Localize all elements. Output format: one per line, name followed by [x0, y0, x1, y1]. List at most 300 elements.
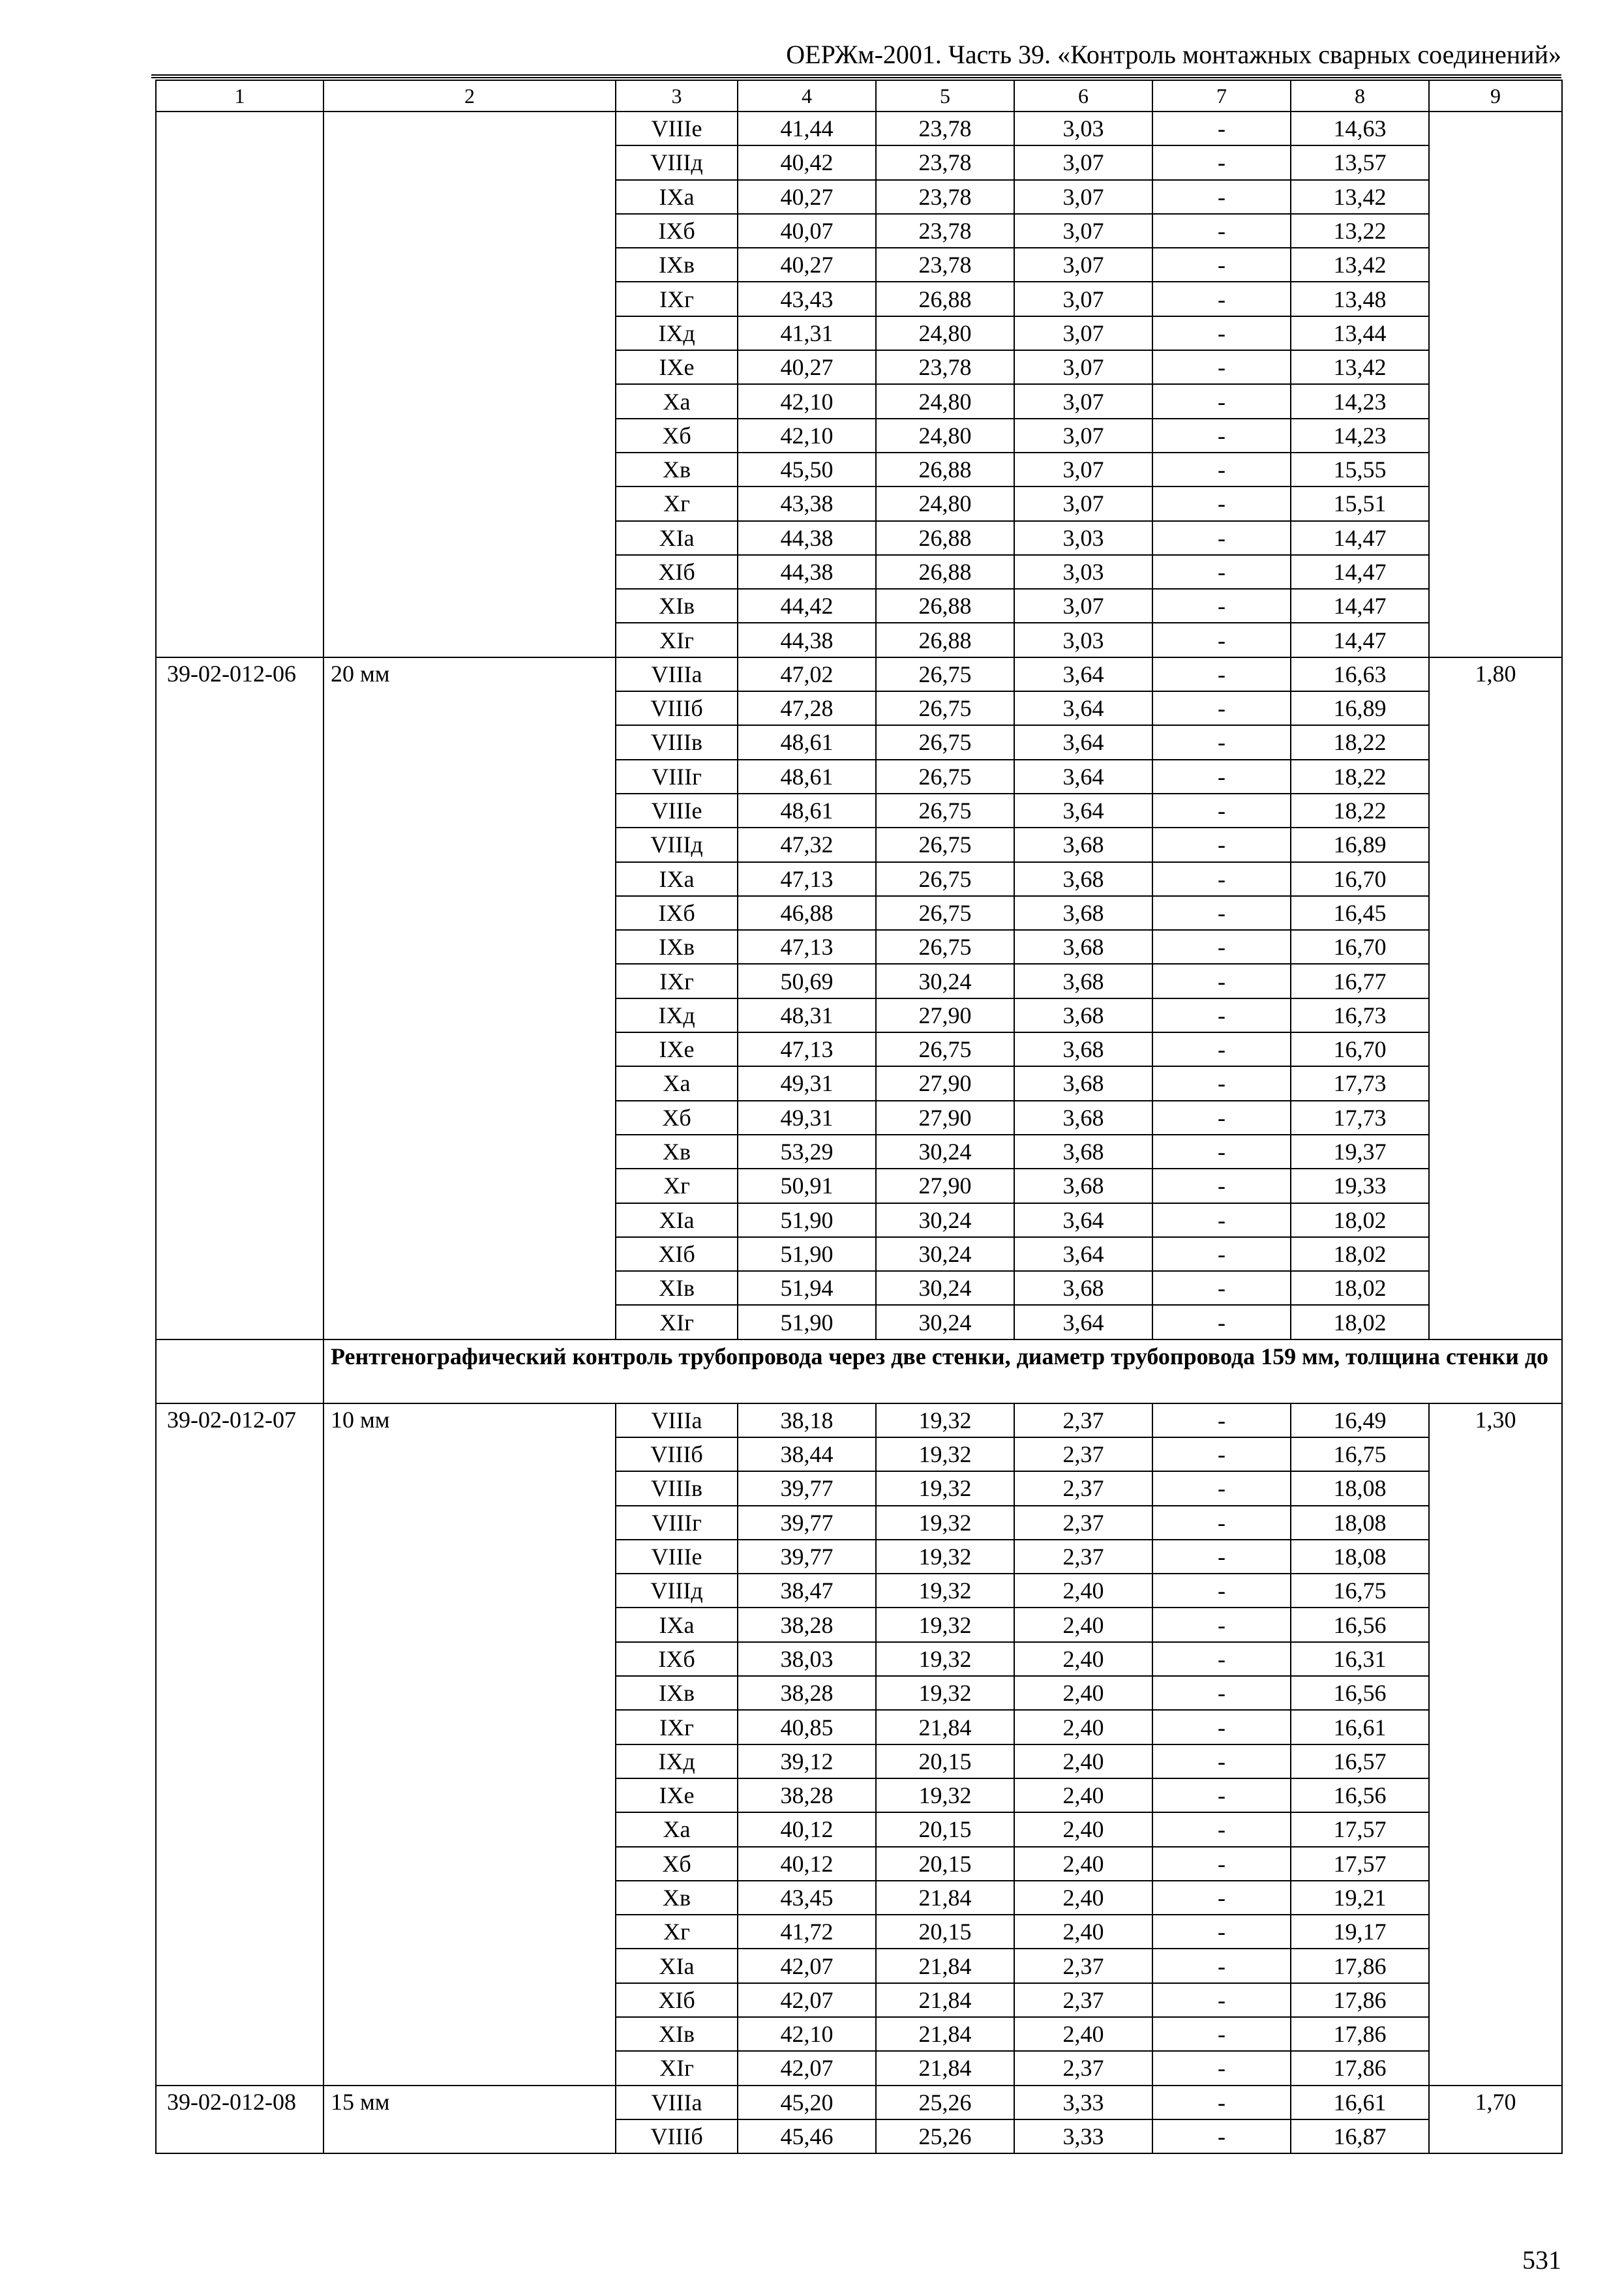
blank-cell: [323, 112, 616, 657]
value-cell-col5: 26,88: [876, 521, 1014, 555]
value-cell-col7: -: [1152, 1471, 1291, 1505]
coefficient: 1,70: [1429, 2086, 1562, 2154]
value-cell-col8: 19,21: [1291, 1881, 1429, 1915]
column-number: 6: [1014, 80, 1152, 112]
value-cell-col8: 16,31: [1291, 1642, 1429, 1676]
value-cell-col5: 25,26: [876, 2119, 1014, 2153]
value-cell-col4: 38,47: [738, 1574, 876, 1608]
value-cell-col6: 3,07: [1014, 350, 1152, 384]
table-row: [156, 1403, 1562, 1437]
value-cell-col4: 39,77: [738, 1506, 876, 1540]
wall-thickness: 20 мм: [323, 657, 616, 1339]
value-cell-col4: 48,61: [738, 760, 876, 794]
value-cell-col6: 2,37: [1014, 2051, 1152, 2085]
value-cell-col7: -: [1152, 1169, 1291, 1203]
value-cell-col4: 49,31: [738, 1101, 876, 1135]
value-cell-col7: -: [1152, 555, 1291, 589]
value-cell-col8: 14,47: [1291, 623, 1429, 657]
value-cell-col6: 3,64: [1014, 794, 1152, 828]
column-number: 8: [1291, 80, 1429, 112]
value-cell-col7: -: [1152, 112, 1291, 145]
value-cell-col5: 26,75: [876, 930, 1014, 964]
value-cell-col5: 26,75: [876, 896, 1014, 930]
value-cell-col8: 16,70: [1291, 1032, 1429, 1066]
value-cell-col8: 16,87: [1291, 2119, 1429, 2153]
value-cell-col7: -: [1152, 282, 1291, 316]
value-cell-col8: 17,86: [1291, 2017, 1429, 2051]
value-cell-col8: 18,22: [1291, 760, 1429, 794]
value-cell-col4: 47,13: [738, 930, 876, 964]
value-cell-col8: 16,70: [1291, 930, 1429, 964]
value-cell-col4: 43,43: [738, 282, 876, 316]
value-cell-col6: 2,37: [1014, 1949, 1152, 1982]
value-cell-col4: 44,38: [738, 521, 876, 555]
category-cell: Xб: [616, 1847, 738, 1881]
value-cell-col5: 26,75: [876, 691, 1014, 725]
value-cell-col6: 3,64: [1014, 760, 1152, 794]
value-cell-col8: 13,42: [1291, 350, 1429, 384]
value-cell-col8: 13,42: [1291, 180, 1429, 214]
value-cell-col6: 3,64: [1014, 691, 1152, 725]
value-cell-col4: 40,85: [738, 1710, 876, 1744]
category-cell: VIIIе: [616, 1540, 738, 1574]
value-cell-col6: 3,64: [1014, 1203, 1152, 1237]
value-cell-col5: 20,15: [876, 1812, 1014, 1846]
rate-code: 39-02-012-06: [156, 657, 323, 1339]
value-cell-col7: -: [1152, 862, 1291, 896]
category-cell: Xа: [616, 1812, 738, 1846]
value-cell-col6: 3,03: [1014, 521, 1152, 555]
category-cell: Xг: [616, 486, 738, 520]
value-cell-col7: -: [1152, 145, 1291, 179]
value-cell-col7: -: [1152, 1949, 1291, 1982]
value-cell-col4: 45,46: [738, 2119, 876, 2153]
category-cell: VIIIд: [616, 828, 738, 861]
value-cell-col5: 26,88: [876, 453, 1014, 486]
value-cell-col6: 3,03: [1014, 112, 1152, 145]
category-cell: Xг: [616, 1915, 738, 1949]
value-cell-col4: 40,27: [738, 180, 876, 214]
value-cell-col7: -: [1152, 828, 1291, 861]
category-cell: IXа: [616, 862, 738, 896]
value-cell-col5: 21,84: [876, 2017, 1014, 2051]
value-cell-col6: 2,40: [1014, 1881, 1152, 1915]
value-cell-col8: 17,86: [1291, 1983, 1429, 2017]
value-cell-col4: 47,32: [738, 828, 876, 861]
value-cell-col4: 48,61: [738, 794, 876, 828]
value-cell-col7: -: [1152, 1437, 1291, 1471]
value-cell-col5: 19,32: [876, 1642, 1014, 1676]
value-cell-col6: 3,33: [1014, 2086, 1152, 2119]
value-cell-col5: 23,78: [876, 112, 1014, 145]
category-cell: XIа: [616, 1949, 738, 1982]
value-cell-col5: 25,26: [876, 2086, 1014, 2119]
wall-thickness: 15 мм: [323, 2086, 616, 2154]
value-cell-col8: 16,57: [1291, 1744, 1429, 1778]
value-cell-col7: -: [1152, 1305, 1291, 1339]
value-cell-col8: 16,77: [1291, 964, 1429, 998]
value-cell-col6: 3,33: [1014, 2119, 1152, 2153]
value-cell-col6: 3,07: [1014, 419, 1152, 453]
value-cell-col8: 13,57: [1291, 145, 1429, 179]
value-cell-col8: 17,73: [1291, 1101, 1429, 1135]
value-cell-col8: 16,45: [1291, 896, 1429, 930]
value-cell-col4: 38,28: [738, 1778, 876, 1812]
value-cell-col6: 3,64: [1014, 1237, 1152, 1271]
value-cell-col5: 26,75: [876, 862, 1014, 896]
value-cell-col8: 13,44: [1291, 316, 1429, 350]
category-cell: Xб: [616, 1101, 738, 1135]
category-cell: XIа: [616, 1203, 738, 1237]
category-cell: IXг: [616, 964, 738, 998]
value-cell-col4: 40,07: [738, 214, 876, 248]
value-cell-col5: 26,75: [876, 725, 1014, 759]
value-cell-col4: 51,90: [738, 1203, 876, 1237]
value-cell-col5: 26,75: [876, 794, 1014, 828]
value-cell-col8: 14,23: [1291, 419, 1429, 453]
section-title: Рентгенографический контроль трубопровода через две стенки, диаметр трубопровода 159 мм, толщина стенки до: [323, 1339, 1562, 1403]
value-cell-col5: 26,75: [876, 828, 1014, 861]
category-cell: Xб: [616, 419, 738, 453]
value-cell-col5: 23,78: [876, 350, 1014, 384]
category-cell: IXв: [616, 1676, 738, 1710]
value-cell-col5: 27,90: [876, 1169, 1014, 1203]
category-cell: VIIIа: [616, 657, 738, 691]
value-cell-col8: 19,17: [1291, 1915, 1429, 1949]
value-cell-col8: 16,49: [1291, 1403, 1429, 1437]
value-cell-col7: -: [1152, 214, 1291, 248]
value-cell-col5: 21,84: [876, 1983, 1014, 2017]
category-cell: Xа: [616, 384, 738, 418]
value-cell-col6: 3,07: [1014, 384, 1152, 418]
value-cell-col7: -: [1152, 896, 1291, 930]
rates-table: [155, 80, 1563, 2154]
value-cell-col7: -: [1152, 2119, 1291, 2153]
value-cell-col6: 3,68: [1014, 1066, 1152, 1100]
value-cell-col5: 19,32: [876, 1608, 1014, 1641]
value-cell-col4: 38,28: [738, 1676, 876, 1710]
table-row: [156, 112, 1562, 145]
blank-cell: [156, 112, 323, 657]
value-cell-col4: 44,38: [738, 555, 876, 589]
value-cell-col5: 21,84: [876, 1949, 1014, 1982]
value-cell-col8: 17,57: [1291, 1812, 1429, 1846]
category-cell: IXд: [616, 316, 738, 350]
value-cell-col4: 47,28: [738, 691, 876, 725]
value-cell-col7: -: [1152, 657, 1291, 691]
value-cell-col8: 13,48: [1291, 282, 1429, 316]
category-cell: VIIIд: [616, 1574, 738, 1608]
value-cell-col4: 42,07: [738, 1949, 876, 1982]
value-cell-col6: 3,68: [1014, 1135, 1152, 1169]
value-cell-col5: 23,78: [876, 248, 1014, 282]
value-cell-col7: -: [1152, 1812, 1291, 1846]
category-cell: Xв: [616, 1881, 738, 1915]
value-cell-col7: -: [1152, 419, 1291, 453]
value-cell-col4: 51,90: [738, 1237, 876, 1271]
value-cell-col5: 30,24: [876, 1135, 1014, 1169]
value-cell-col4: 53,29: [738, 1135, 876, 1169]
value-cell-col7: -: [1152, 1744, 1291, 1778]
value-cell-col5: 19,32: [876, 1676, 1014, 1710]
value-cell-col6: 2,40: [1014, 1812, 1152, 1846]
wall-thickness: 10 мм: [323, 1403, 616, 2086]
value-cell-col4: 50,69: [738, 964, 876, 998]
value-cell-col6: 2,37: [1014, 1506, 1152, 1540]
value-cell-col6: 3,68: [1014, 1169, 1152, 1203]
value-cell-col8: 13,22: [1291, 214, 1429, 248]
value-cell-col8: 17,73: [1291, 1066, 1429, 1100]
value-cell-col6: 2,40: [1014, 1744, 1152, 1778]
value-cell-col7: -: [1152, 453, 1291, 486]
value-cell-col4: 40,27: [738, 350, 876, 384]
category-cell: Xг: [616, 1169, 738, 1203]
value-cell-col7: -: [1152, 589, 1291, 623]
value-cell-col6: 2,37: [1014, 1540, 1152, 1574]
value-cell-col6: 2,40: [1014, 1847, 1152, 1881]
value-cell-col8: 18,02: [1291, 1237, 1429, 1271]
value-cell-col7: -: [1152, 521, 1291, 555]
value-cell-col4: 41,44: [738, 112, 876, 145]
category-cell: IXг: [616, 1710, 738, 1744]
value-cell-col5: 21,84: [876, 1710, 1014, 1744]
value-cell-col6: 3,68: [1014, 862, 1152, 896]
value-cell-col6: 2,40: [1014, 1676, 1152, 1710]
value-cell-col6: 3,64: [1014, 1305, 1152, 1339]
value-cell-col7: -: [1152, 1506, 1291, 1540]
value-cell-col5: 26,88: [876, 623, 1014, 657]
value-cell-col8: 18,02: [1291, 1203, 1429, 1237]
value-cell-col7: -: [1152, 1032, 1291, 1066]
blank-cell: [156, 1339, 323, 1403]
value-cell-col4: 42,07: [738, 1983, 876, 2017]
category-cell: XIг: [616, 1305, 738, 1339]
value-cell-col8: 14,47: [1291, 589, 1429, 623]
value-cell-col8: 15,51: [1291, 486, 1429, 520]
value-cell-col6: 3,07: [1014, 214, 1152, 248]
value-cell-col7: -: [1152, 725, 1291, 759]
category-cell: IXе: [616, 1778, 738, 1812]
category-cell: IXб: [616, 214, 738, 248]
value-cell-col7: -: [1152, 964, 1291, 998]
category-cell: VIIIг: [616, 1506, 738, 1540]
value-cell-col6: 3,07: [1014, 282, 1152, 316]
value-cell-col5: 26,75: [876, 760, 1014, 794]
value-cell-col7: -: [1152, 1066, 1291, 1100]
value-cell-col5: 19,32: [876, 1506, 1014, 1540]
value-cell-col6: 2,40: [1014, 1642, 1152, 1676]
value-cell-col7: -: [1152, 1271, 1291, 1305]
category-cell: IXе: [616, 350, 738, 384]
value-cell-col7: -: [1152, 1881, 1291, 1915]
category-cell: XIв: [616, 589, 738, 623]
category-cell: IXб: [616, 896, 738, 930]
column-number: 5: [876, 80, 1014, 112]
category-cell: IXд: [616, 1744, 738, 1778]
value-cell-col6: 3,68: [1014, 1032, 1152, 1066]
value-cell-col4: 40,42: [738, 145, 876, 179]
value-cell-col6: 3,07: [1014, 486, 1152, 520]
blank-cell: [1429, 112, 1562, 657]
value-cell-col7: -: [1152, 316, 1291, 350]
value-cell-col4: 38,18: [738, 1403, 876, 1437]
value-cell-col5: 21,84: [876, 1881, 1014, 1915]
value-cell-col8: 16,56: [1291, 1608, 1429, 1641]
value-cell-col5: 19,32: [876, 1540, 1014, 1574]
value-cell-col8: 18,08: [1291, 1540, 1429, 1574]
category-cell: IXв: [616, 930, 738, 964]
value-cell-col6: 3,68: [1014, 828, 1152, 861]
value-cell-col7: -: [1152, 1676, 1291, 1710]
value-cell-col5: 30,24: [876, 1271, 1014, 1305]
value-cell-col6: 3,64: [1014, 657, 1152, 691]
value-cell-col5: 23,78: [876, 145, 1014, 179]
value-cell-col6: 2,40: [1014, 1710, 1152, 1744]
category-cell: XIб: [616, 1237, 738, 1271]
value-cell-col8: 14,63: [1291, 112, 1429, 145]
value-cell-col5: 26,88: [876, 589, 1014, 623]
category-cell: IXб: [616, 1642, 738, 1676]
value-cell-col4: 38,44: [738, 1437, 876, 1471]
value-cell-col5: 26,75: [876, 1032, 1014, 1066]
coefficient: 1,80: [1429, 657, 1562, 1339]
value-cell-col7: -: [1152, 248, 1291, 282]
value-cell-col4: 41,31: [738, 316, 876, 350]
value-cell-col6: 3,03: [1014, 623, 1152, 657]
value-cell-col6: 3,68: [1014, 896, 1152, 930]
value-cell-col4: 42,10: [738, 384, 876, 418]
value-cell-col4: 39,77: [738, 1540, 876, 1574]
value-cell-col6: 2,40: [1014, 1608, 1152, 1641]
value-cell-col8: 16,89: [1291, 828, 1429, 861]
column-number-row: [156, 80, 1562, 112]
value-cell-col6: 2,37: [1014, 1983, 1152, 2017]
value-cell-col6: 2,37: [1014, 1403, 1152, 1437]
value-cell-col8: 16,73: [1291, 998, 1429, 1032]
value-cell-col8: 16,61: [1291, 1710, 1429, 1744]
value-cell-col6: 3,03: [1014, 555, 1152, 589]
value-cell-col7: -: [1152, 1135, 1291, 1169]
value-cell-col7: -: [1152, 2017, 1291, 2051]
value-cell-col4: 39,77: [738, 1471, 876, 1505]
value-cell-col7: -: [1152, 760, 1291, 794]
value-cell-col8: 14,47: [1291, 555, 1429, 589]
value-cell-col6: 3,68: [1014, 1271, 1152, 1305]
value-cell-col8: 19,37: [1291, 1135, 1429, 1169]
category-cell: XIг: [616, 2051, 738, 2085]
category-cell: Xв: [616, 1135, 738, 1169]
value-cell-col4: 40,12: [738, 1812, 876, 1846]
value-cell-col4: 38,03: [738, 1642, 876, 1676]
value-cell-col7: -: [1152, 1540, 1291, 1574]
value-cell-col7: -: [1152, 1574, 1291, 1608]
value-cell-col5: 27,90: [876, 1066, 1014, 1100]
value-cell-col4: 47,02: [738, 657, 876, 691]
value-cell-col7: -: [1152, 623, 1291, 657]
category-cell: IXд: [616, 998, 738, 1032]
column-number: 7: [1152, 80, 1291, 112]
value-cell-col5: 24,80: [876, 316, 1014, 350]
value-cell-col6: 3,07: [1014, 180, 1152, 214]
coefficient: 1,30: [1429, 1403, 1562, 2086]
value-cell-col5: 19,32: [876, 1574, 1014, 1608]
value-cell-col7: -: [1152, 1608, 1291, 1641]
value-cell-col5: 19,32: [876, 1437, 1014, 1471]
category-cell: Xа: [616, 1066, 738, 1100]
value-cell-col7: -: [1152, 691, 1291, 725]
category-cell: IXг: [616, 282, 738, 316]
value-cell-col5: 20,15: [876, 1847, 1014, 1881]
category-cell: XIв: [616, 2017, 738, 2051]
category-cell: VIIIб: [616, 2119, 738, 2153]
page-number: 531: [1522, 2245, 1561, 2275]
category-cell: VIIIг: [616, 760, 738, 794]
value-cell-col7: -: [1152, 2051, 1291, 2085]
value-cell-col7: -: [1152, 1403, 1291, 1437]
value-cell-col5: 26,88: [876, 282, 1014, 316]
value-cell-col8: 16,61: [1291, 2086, 1429, 2119]
value-cell-col4: 47,13: [738, 1032, 876, 1066]
table-row: [156, 657, 1562, 691]
value-cell-col4: 42,10: [738, 2017, 876, 2051]
value-cell-col6: 3,68: [1014, 1101, 1152, 1135]
value-cell-col4: 43,45: [738, 1881, 876, 1915]
value-cell-col4: 45,20: [738, 2086, 876, 2119]
value-cell-col8: 13,42: [1291, 248, 1429, 282]
value-cell-col4: 49,31: [738, 1066, 876, 1100]
page-header: ОЕРЖм-2001. Часть 39. «Контроль монтажных сварных соединений»: [151, 38, 1561, 78]
value-cell-col4: 42,07: [738, 2051, 876, 2085]
rate-code: 39-02-012-07: [156, 1403, 323, 2086]
column-number: 1: [156, 80, 323, 112]
category-cell: IXа: [616, 180, 738, 214]
value-cell-col5: 26,75: [876, 657, 1014, 691]
value-cell-col5: 21,84: [876, 2051, 1014, 2085]
value-cell-col8: 18,02: [1291, 1271, 1429, 1305]
category-cell: VIIIе: [616, 112, 738, 145]
value-cell-col4: 40,12: [738, 1847, 876, 1881]
value-cell-col5: 30,24: [876, 1203, 1014, 1237]
value-cell-col7: -: [1152, 794, 1291, 828]
value-cell-col8: 16,89: [1291, 691, 1429, 725]
column-number: 2: [323, 80, 616, 112]
value-cell-col7: -: [1152, 1915, 1291, 1949]
value-cell-col5: 19,32: [876, 1403, 1014, 1437]
value-cell-col8: 15,55: [1291, 453, 1429, 486]
section-row: [156, 1339, 1562, 1403]
value-cell-col6: 2,37: [1014, 1437, 1152, 1471]
value-cell-col6: 2,37: [1014, 1471, 1152, 1505]
category-cell: VIIIв: [616, 1471, 738, 1505]
value-cell-col5: 24,80: [876, 486, 1014, 520]
category-cell: Xв: [616, 453, 738, 486]
value-cell-col5: 30,24: [876, 1237, 1014, 1271]
value-cell-col5: 24,80: [876, 419, 1014, 453]
value-cell-col8: 19,33: [1291, 1169, 1429, 1203]
value-cell-col8: 17,86: [1291, 2051, 1429, 2085]
value-cell-col6: 2,40: [1014, 1915, 1152, 1949]
value-cell-col8: 16,75: [1291, 1574, 1429, 1608]
value-cell-col8: 16,70: [1291, 862, 1429, 896]
category-cell: IXв: [616, 248, 738, 282]
value-cell-col7: -: [1152, 1237, 1291, 1271]
column-number: 3: [616, 80, 738, 112]
value-cell-col7: -: [1152, 1642, 1291, 1676]
category-cell: IXа: [616, 1608, 738, 1641]
value-cell-col4: 38,28: [738, 1608, 876, 1641]
value-cell-col4: 43,38: [738, 486, 876, 520]
category-cell: VIIIб: [616, 1437, 738, 1471]
